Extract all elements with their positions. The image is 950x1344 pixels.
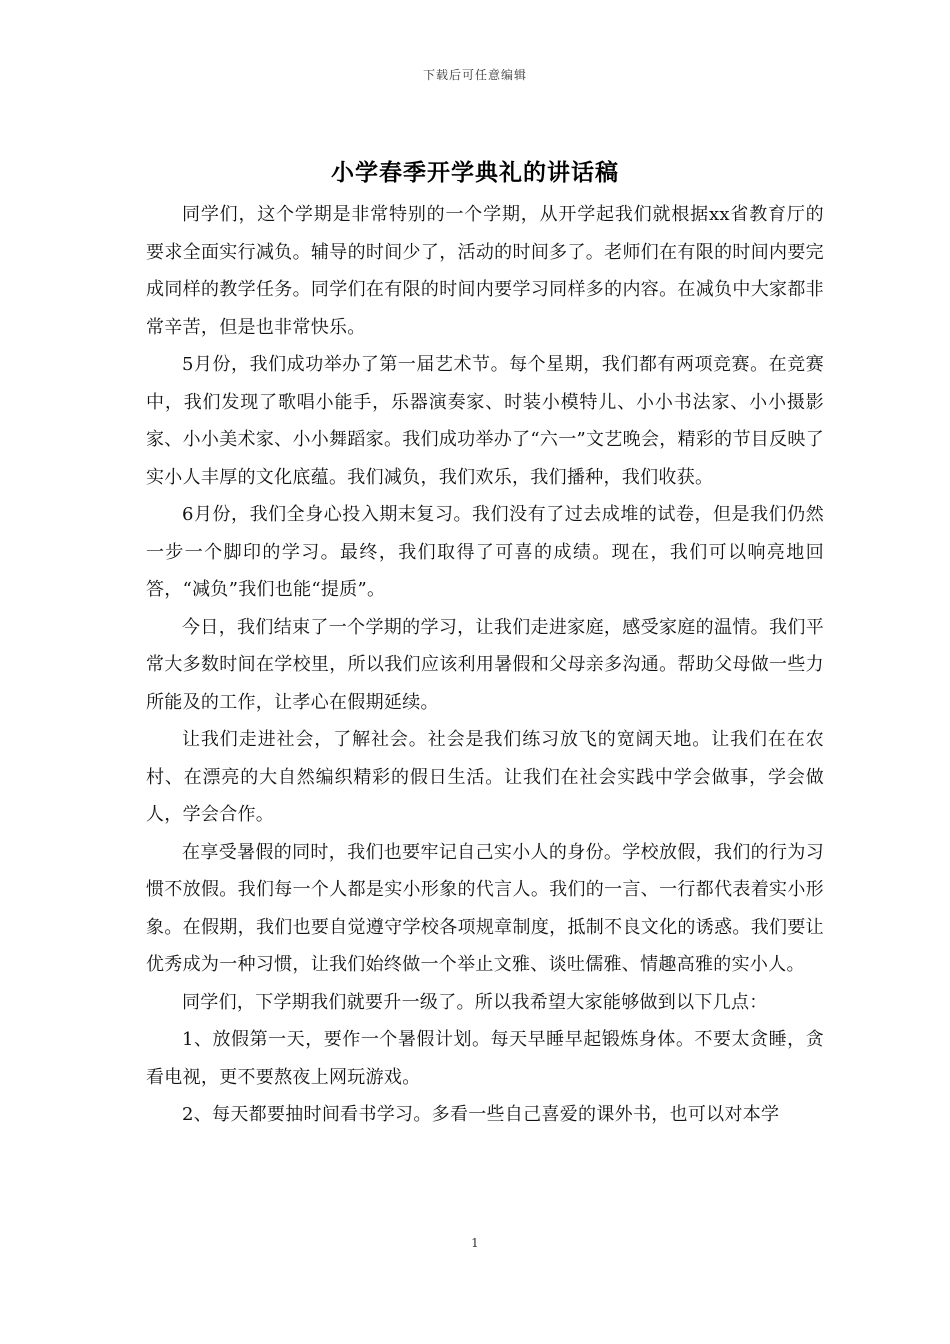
header-note: 下载后可任意编辑 [422, 68, 527, 82]
list-item-paragraph: 2、每天都要抽时间看书学习。多看一些自己喜爱的课外书，也可以对本学 [182, 1104, 780, 1125]
page-number: 1 [471, 1236, 479, 1250]
paragraph: 5月份，我们成功举办了第一届艺术节。每个星期，我们都有两项竞赛。在竞赛中，我们发现了歌唱小能手，乐器演奏家、时装小模特儿、小小书法家、小小摄影家、小小美术家、小小舞蹈家。我们成功举办了“六一”文艺晚会，精彩的节目反映了实小人丰厚的文化底蕴。我们减负，我们欢乐，我们播种，我们收获。 [146, 354, 824, 488]
paragraph: 6月份，我们全身心投入期末复习。我们没有了过去成堆的试卷，但是我们仍然一步一个脚印的学习。最终，我们取得了可喜的成绩。现在，我们可以响亮地回答，“减负”我们也能“提质”。 [146, 504, 824, 600]
paragraph: 让我们走进社会，了解社会。社会是我们练习放飞的宽阔天地。让我们在在农村、在漂亮的大自然编织精彩的假日生活。让我们在社会实践中学会做事，学会做人，学会合作。 [146, 729, 824, 825]
document-body [146, 196, 824, 1134]
paragraph: 在享受暑假的同时，我们也要牢记自己实小人的身份。学校放假，我们的行为习惯不放假。我们每一个人都是实小形象的代言人。我们的一言、一行都代表着实小形象。在假期，我们也要自觉遵守学校各项规章制度，抵制不良文化的诱惑。我们要让优秀成为一种习惯，让我们始终做一个举止文雅、谈吐儒雅、情趣高雅的实小人。 [146, 841, 824, 975]
paragraph: 同学们，这个学期是非常特别的一个学期，从开学起我们就根据xx省教育厅的要求全面实行减负。辅导的时间少了，活动的时间多了。老师们在有限的时间内要完成同样的教学任务。同学们在有限的时间内要学习同样多的内容。在减负中大家都非常辛苦，但是也非常快乐。 [146, 204, 824, 338]
paragraph: 同学们，下学期我们就要升一级了。所以我希望大家能够做到以下几点： [182, 991, 768, 1013]
document-title: 小学春季开学典礼的讲话稿 [331, 159, 619, 186]
list-item-paragraph: 1、放假第一天，要作一个暑假计划。每天早睡早起锻炼身体。不要太贪睡，贪看电视，更不要熬夜上网玩游戏。 [146, 1029, 824, 1088]
paragraph: 今日，我们结束了一个学期的学习，让我们走进家庭，感受家庭的温情。我们平常大多数时间在学校里，所以我们应该利用暑假和父母亲多沟通。帮助父母做一些力所能及的工作，让孝心在假期延续。 [146, 616, 824, 713]
